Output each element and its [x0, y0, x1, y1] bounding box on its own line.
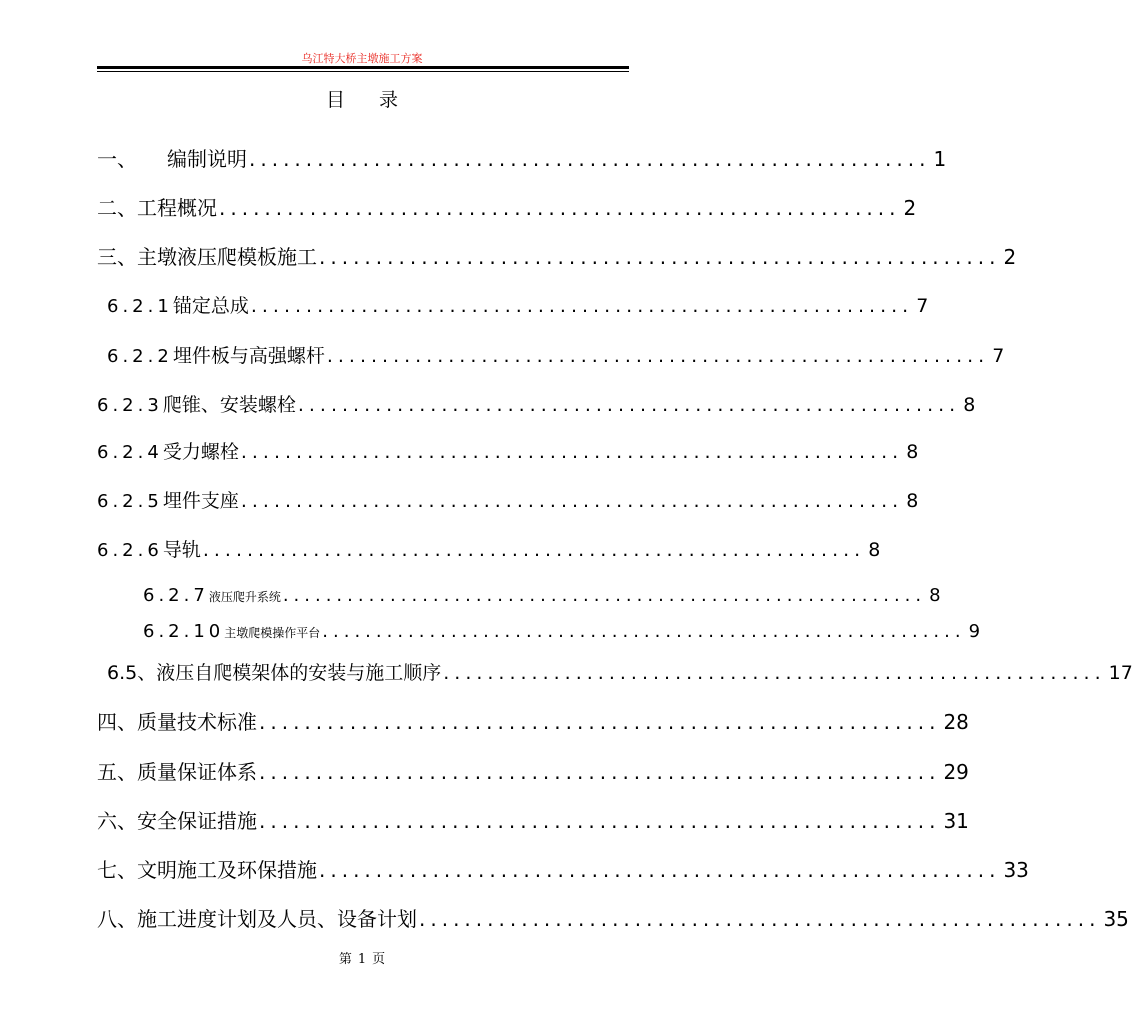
- footer-page-number: 1: [357, 952, 367, 967]
- toc-entry-page: 29: [943, 760, 969, 784]
- header-rule-thin: [97, 71, 629, 72]
- toc-leader-dots: ............................................................: [297, 394, 961, 416]
- toc-entry-number: 三、: [97, 245, 137, 269]
- toc-leader-dots: ............................................................: [259, 710, 941, 734]
- toc-entry-number: 6.2.7: [143, 585, 209, 606]
- toc-entry-number: 6.2.2: [107, 346, 173, 367]
- footer-prefix: 第: [338, 952, 352, 967]
- toc-entry-number: 6.2.3: [97, 395, 163, 416]
- toc-entry-label: 质量保证体系: [137, 760, 257, 784]
- footer-suffix: 页: [372, 952, 386, 967]
- toc-entry-number: 6.2.5: [97, 491, 163, 512]
- toc-entry-page: 17: [1108, 662, 1133, 684]
- toc-entry-number: 四、: [97, 710, 137, 734]
- toc-entry-page: 7: [992, 345, 1005, 367]
- toc-entry-page: 31: [943, 809, 969, 833]
- header-rule: [97, 66, 629, 69]
- toc-entry-label: 液压爬升系统: [208, 590, 281, 604]
- toc-entry-page: 28: [943, 710, 969, 734]
- toc-leader-dots: ............................................................: [326, 345, 990, 367]
- toc-entry-page: 2: [1003, 245, 1017, 269]
- toc-entry-page: 33: [1003, 858, 1029, 882]
- toc-leader-dots: ............................................................: [249, 147, 931, 171]
- toc-entry[interactable]: [143, 621, 981, 647]
- toc-entry-number: 五、: [97, 760, 137, 784]
- toc-entry-label: 工程概况: [137, 196, 217, 220]
- toc-entry-label: 施工进度计划及人员、设备计划: [137, 907, 417, 931]
- toc-leader-dots: ............................................................: [250, 295, 914, 317]
- toc-entry[interactable]: [97, 756, 969, 784]
- toc-entry-label: 安全保证措施: [137, 809, 257, 833]
- toc-entry-page: 1: [933, 147, 947, 171]
- toc-entry[interactable]: [97, 437, 919, 463]
- toc-entry[interactable]: [97, 390, 976, 416]
- toc-leader-dots: ............................................................: [259, 760, 941, 784]
- toc-entry-number: 一、: [97, 147, 137, 171]
- toc-entry-label: 埋件板与高强螺杆: [172, 345, 325, 367]
- toc-entry-page: 8: [868, 539, 881, 561]
- toc-entry-label: 文明施工及环保措施: [137, 858, 317, 882]
- toc-entry-number: 六、: [97, 809, 137, 833]
- toc-entry-number: 6.2.4: [97, 442, 163, 463]
- toc-leader-dots: ............................................................: [202, 539, 866, 561]
- toc-entry-page: 7: [916, 295, 929, 317]
- toc-entry-number: 八、: [97, 907, 137, 931]
- toc-entry[interactable]: [97, 805, 969, 833]
- toc-entry-label: 液压自爬模架体的安装与施工顺序: [156, 662, 442, 684]
- toc-entry-number: 七、: [97, 858, 137, 882]
- toc-entry[interactable]: [97, 854, 1029, 882]
- page-footer: [0, 948, 724, 967]
- toc-entry-number: 6.5、: [107, 662, 157, 684]
- toc-entry-label: 锚定总成: [172, 295, 249, 317]
- toc-entry-page: 9: [968, 621, 981, 642]
- toc-entry[interactable]: [97, 241, 1017, 269]
- toc-entry-label: 埋件支座: [162, 490, 239, 512]
- toc-entry-label: 导轨: [162, 539, 201, 561]
- toc-leader-dots: ............................................................: [219, 196, 901, 220]
- toc-entry-page: 8: [906, 490, 919, 512]
- toc-entry-label: 编制说明: [167, 147, 247, 171]
- toc-entry[interactable]: [97, 706, 969, 734]
- toc-entry-label: 质量技术标准: [137, 710, 257, 734]
- toc-leader-dots: ............................................................: [259, 809, 941, 833]
- toc-leader-dots: ............................................................: [443, 662, 1106, 684]
- toc-title: 目 录: [325, 89, 413, 111]
- toc-entry-number: 6.2.6: [97, 540, 163, 561]
- toc-entry[interactable]: [97, 486, 919, 512]
- toc-entry-page: 8: [963, 394, 976, 416]
- toc-entry[interactable]: [97, 535, 881, 561]
- toc-entry[interactable]: [107, 291, 929, 317]
- toc-entry-number: 6.2.10: [143, 621, 225, 642]
- toc-entry[interactable]: [97, 143, 947, 171]
- toc-leader-dots: ............................................................: [282, 585, 927, 606]
- toc-entry[interactable]: [107, 658, 1133, 684]
- toc-leader-dots: ............................................................: [240, 441, 904, 463]
- toc-entry-label: 爬锥、安装螺栓: [162, 394, 296, 416]
- toc-entry-page: 8: [929, 585, 941, 606]
- toc-entry-label: 受力螺栓: [162, 441, 239, 463]
- toc-entry-page: 35: [1103, 907, 1129, 931]
- toc-entry-label: 主墩液压爬模板施工: [137, 245, 317, 269]
- toc-entry-number: 二、: [97, 196, 137, 220]
- toc-leader-dots: ............................................................: [319, 858, 1001, 882]
- toc-entry-page: 8: [906, 441, 919, 463]
- toc-entry[interactable]: [97, 192, 917, 220]
- toc-entry[interactable]: [97, 903, 1129, 931]
- toc-leader-dots: ............................................................: [322, 621, 966, 642]
- toc-entry[interactable]: [143, 585, 941, 611]
- running-header: 乌江特大桥主墩施工方案: [301, 52, 423, 65]
- toc-entry-page: 2: [903, 196, 917, 220]
- toc-leader-dots: ............................................................: [419, 907, 1101, 931]
- toc-leader-dots: ............................................................: [240, 490, 904, 512]
- toc-entry-number: 6.2.1: [107, 296, 173, 317]
- toc-leader-dots: ............................................................: [319, 245, 1001, 269]
- toc-entry-label: 主墩爬模操作平台: [224, 626, 321, 640]
- toc-entry[interactable]: [107, 341, 1005, 367]
